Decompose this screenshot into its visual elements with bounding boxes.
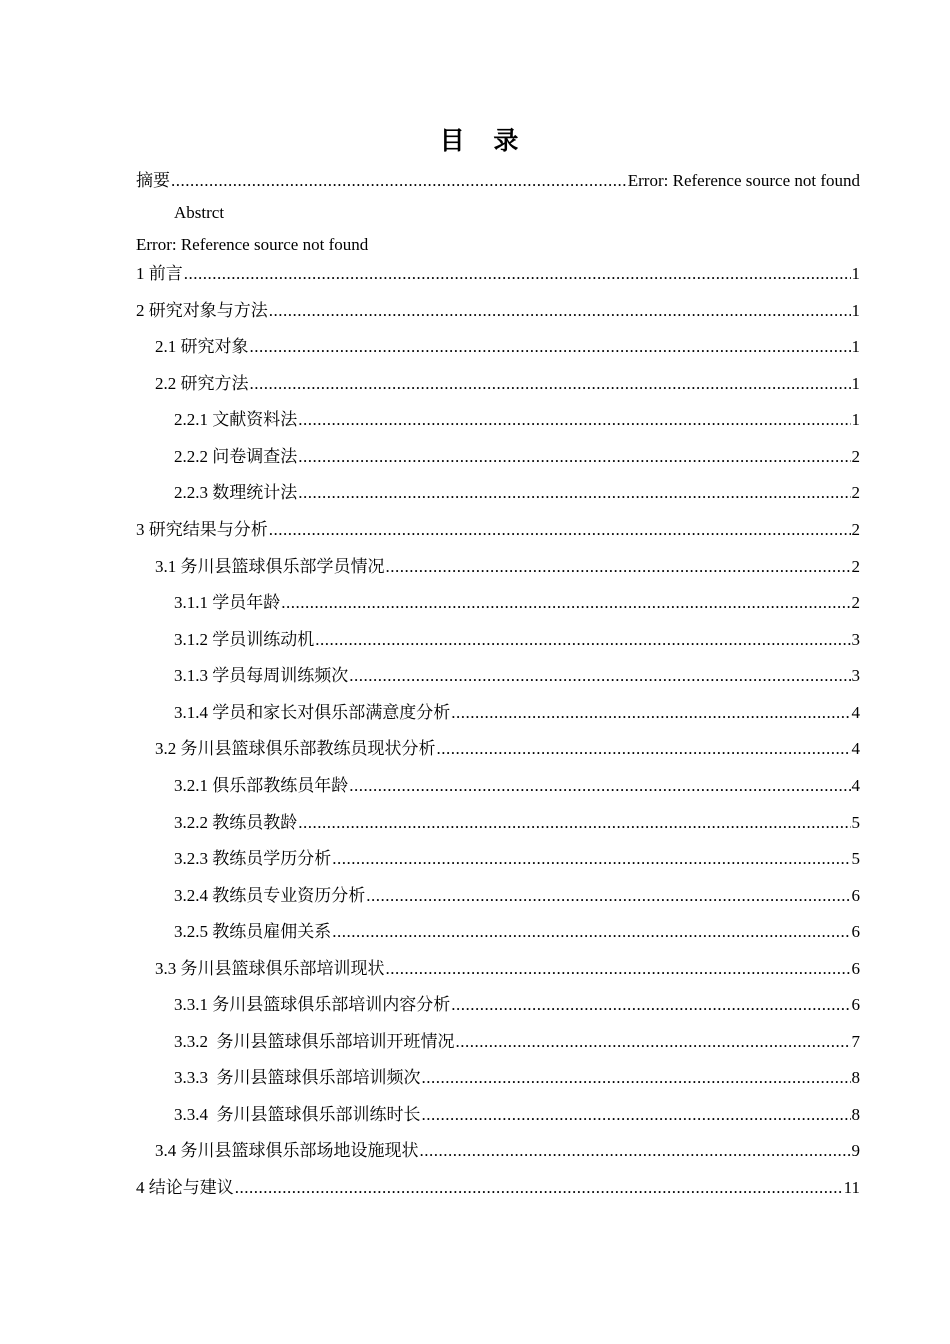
toc-leader-dots [332, 921, 850, 943]
toc-entry-page: 1 [851, 301, 860, 320]
toc-entry-page: 2 [851, 520, 860, 539]
toc-entry-page: 1 [851, 264, 860, 283]
toc-entry-abstract-cn[interactable] [136, 170, 860, 192]
toc-entry-page: 1 [851, 410, 860, 429]
toc-entry[interactable] [174, 629, 860, 651]
toc-entry-label: 3.2.1 俱乐部教练员年龄 [174, 776, 349, 795]
toc-entry[interactable] [136, 263, 860, 285]
toc-entry[interactable] [136, 300, 860, 322]
toc-entry-page: 11 [843, 1178, 860, 1197]
toc-leader-dots [269, 519, 851, 541]
toc-leader-dots [456, 1031, 851, 1053]
toc-entry-label: 3.2 务川县篮球俱乐部教练员现状分析 [155, 739, 436, 758]
toc-entry-label: 3.1.1 学员年龄 [174, 593, 281, 612]
toc-leader-dots [171, 170, 627, 192]
toc-entry-label: 3.1.4 学员和家长对俱乐部满意度分析 [174, 703, 451, 722]
toc-leader-dots [250, 373, 851, 395]
toc-entry[interactable] [174, 1067, 860, 1089]
toc-entry-page: 2 [851, 593, 860, 612]
toc-leader-dots [298, 409, 850, 431]
toc-entry-label: 2.2.2 问卷调查法 [174, 447, 298, 466]
toc-entry[interactable] [174, 702, 860, 724]
toc-leader-dots [349, 665, 850, 687]
toc-leader-dots [298, 482, 850, 504]
toc-entry-label: 3.3.3 务川县篮球俱乐部培训频次 [174, 1068, 421, 1087]
toc-entry-page: 6 [851, 959, 860, 978]
toc-entry-label: 3.1.2 学员训练动机 [174, 630, 315, 649]
toc-entry-label: 2.2 研究方法 [155, 374, 249, 393]
toc-entry[interactable] [174, 885, 860, 907]
toc-leader-dots [349, 775, 850, 797]
toc-entry-label: 2.2.1 文献资料法 [174, 410, 298, 429]
toc-leader-dots [420, 1140, 851, 1162]
toc-entry-label: 3.3.4 务川县篮球俱乐部训练时长 [174, 1105, 421, 1124]
toc-entry-page: 1 [851, 337, 860, 356]
toc-entry-label: 2 研究对象与方法 [136, 301, 268, 320]
toc-leader-dots [235, 1177, 843, 1199]
toc-entry-label: 1 前言 [136, 264, 183, 283]
toc-entry-page: 5 [851, 813, 860, 832]
toc-entry[interactable] [136, 519, 860, 541]
toc-entry-abstract-en-label[interactable]: Abstrct [174, 203, 225, 222]
toc-entry-page: 4 [851, 703, 860, 722]
toc-entry-page: Error: Reference source not found [627, 171, 860, 190]
toc-entry-label: 3.2.4 教练员专业资历分析 [174, 886, 366, 905]
toc-entry[interactable] [174, 446, 860, 468]
toc-entry[interactable] [174, 592, 860, 614]
toc-entry-page: 5 [851, 849, 860, 868]
toc-entry-page: 3 [851, 666, 860, 685]
toc-entry[interactable] [136, 1177, 860, 1199]
toc-leader-dots [332, 848, 850, 870]
toc-leader-dots [315, 629, 850, 651]
toc-entry[interactable] [155, 556, 860, 578]
toc-leader-dots [269, 300, 851, 322]
toc-entry[interactable] [174, 994, 860, 1016]
toc-leader-dots [281, 592, 850, 614]
toc-entry-label: 3.4 务川县篮球俱乐部场地设施现状 [155, 1141, 419, 1160]
toc-entry-page: 1 [851, 374, 860, 393]
toc-entry-page: 6 [851, 886, 860, 905]
toc-entry[interactable] [155, 958, 860, 980]
toc-leader-dots [366, 885, 850, 907]
toc-entry[interactable] [174, 409, 860, 431]
toc-entry[interactable] [174, 812, 860, 834]
toc-entry[interactable] [174, 775, 860, 797]
toc-entry-page: 2 [851, 557, 860, 576]
toc-entry-page: 7 [851, 1032, 860, 1051]
toc-entry[interactable] [174, 482, 860, 504]
toc-entry-label: 摘要 [136, 171, 170, 190]
toc-entry-page: 6 [851, 995, 860, 1014]
toc-entry[interactable] [174, 1031, 860, 1053]
toc-leader-dots [250, 336, 851, 358]
toc-entry-page: 6 [851, 922, 860, 941]
toc-entry[interactable] [155, 1140, 860, 1162]
toc-leader-dots [298, 812, 850, 834]
toc-entry-label: 3.1 务川县篮球俱乐部学员情况 [155, 557, 385, 576]
toc-leader-dots [386, 958, 851, 980]
toc-leader-dots [451, 994, 850, 1016]
toc-entry[interactable] [174, 848, 860, 870]
toc-entry-page: 9 [851, 1141, 860, 1160]
toc-entry-label: 4 结论与建议 [136, 1178, 234, 1197]
toc-entry-label: 3.2.3 教练员学历分析 [174, 849, 332, 868]
toc-entry-label: 3.3 务川县篮球俱乐部培训现状 [155, 959, 385, 978]
toc-entry-page: 8 [851, 1105, 860, 1124]
toc-entry[interactable] [155, 738, 860, 760]
toc-leader-dots [422, 1067, 851, 1089]
toc-leader-dots [386, 556, 851, 578]
toc-entry[interactable] [174, 1104, 860, 1126]
toc-entry-abstract-en-page: Error: Reference source not found [136, 235, 369, 254]
toc-entry[interactable] [174, 921, 860, 943]
toc-leader-dots [422, 1104, 851, 1126]
toc-entry-page: 3 [851, 630, 860, 649]
toc-entry-label: 3 研究结果与分析 [136, 520, 268, 539]
toc-leader-dots [298, 446, 850, 468]
toc-entry-label: 3.1.3 学员每周训练频次 [174, 666, 349, 685]
toc-entry[interactable] [155, 373, 860, 395]
toc-entry-page: 2 [851, 447, 860, 466]
toc-entry[interactable] [155, 336, 860, 358]
toc-entry-label: 3.2.5 教练员雇佣关系 [174, 922, 332, 941]
toc-entry-label: 3.2.2 教练员教龄 [174, 813, 298, 832]
toc-leader-dots [437, 738, 851, 760]
toc-entry-label: 2.2.3 数理统计法 [174, 483, 298, 502]
toc-entry-label: 3.3.1 务川县篮球俱乐部培训内容分析 [174, 995, 451, 1014]
toc-leader-dots [184, 263, 851, 285]
toc-entry-label: 2.1 研究对象 [155, 337, 249, 356]
toc-entry[interactable] [174, 665, 860, 687]
toc-title: 目 录 [439, 126, 529, 155]
toc-entry-page: 4 [851, 776, 860, 795]
toc-entry-page: 4 [851, 739, 860, 758]
toc-entry-label: 3.3.2 务川县篮球俱乐部培训开班情况 [174, 1032, 455, 1051]
toc-entry-page: 8 [851, 1068, 860, 1087]
toc-entry-page: 2 [851, 483, 860, 502]
toc-leader-dots [451, 702, 850, 724]
